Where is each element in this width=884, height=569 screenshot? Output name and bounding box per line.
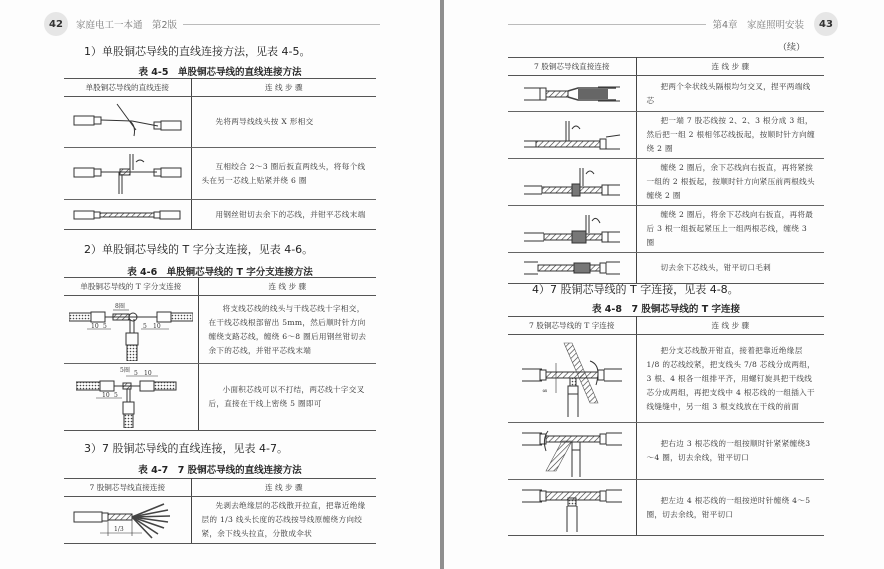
running-head: 第4章 家庭照明安装 bbox=[712, 20, 804, 31]
step-text: 把左边 4 根芯线的一组按逆时针缠绕 4～5 圈，切去余线，钳平切口 bbox=[636, 480, 824, 536]
table-4-7-continued bbox=[508, 57, 824, 284]
svg-text:1/3: 1/3 bbox=[114, 526, 124, 533]
column-header: 连 线 步 骤 bbox=[191, 479, 376, 497]
table-caption: 表 4-5 单股铜芯导线的直线连接方法 bbox=[138, 67, 302, 78]
step-text: 把右边 3 根芯线的一组按顺时针紧紧缠绕3～4 圈，切去余线，钳平切口 bbox=[636, 423, 824, 480]
t-branch-knot-figure bbox=[64, 296, 198, 364]
table-row bbox=[64, 148, 376, 200]
table-row bbox=[508, 159, 824, 206]
table-4-5 bbox=[64, 78, 376, 230]
svg-text:5: 5 bbox=[102, 322, 107, 330]
column-header: 单股铜芯导线的直线连接 bbox=[64, 79, 191, 97]
table-caption: 表 4-7 7 股铜芯导线的直线连接方法 bbox=[138, 465, 302, 476]
section-heading: 3）7 股铜芯导线的直线连接，见表 4-7。 bbox=[84, 442, 288, 455]
step-text: 互相绞合 2～3 圈后扳直两线头，将每个线头在另一芯线上贴紧并绕 6 圈 bbox=[191, 148, 376, 200]
column-header: 连 线 步 骤 bbox=[198, 278, 376, 296]
section-heading: 4）7 股铜芯导线的 T 字连接，见表 4-8。 bbox=[532, 283, 739, 296]
table-row bbox=[508, 206, 824, 253]
table-caption: 表 4-8 7 股铜芯导线的 T 字连接 bbox=[592, 304, 740, 315]
column-header: 连 线 步 骤 bbox=[191, 79, 376, 97]
step-text: 用钢丝钳切去余下的芯线，并钳平芯线末端 bbox=[191, 200, 376, 230]
table-4-8 bbox=[508, 316, 824, 536]
column-header: 单股铜芯导线的 T 字分支连接 bbox=[64, 278, 198, 296]
section-heading: 1）单股铜芯导线的直线连接方法，见表 4-5。 bbox=[84, 45, 311, 58]
svg-text:10: 10 bbox=[143, 370, 152, 377]
twist-bend-figure bbox=[64, 148, 191, 200]
umbrella-strands-figure bbox=[64, 497, 191, 544]
page-number: 42 bbox=[44, 12, 68, 36]
left-page bbox=[0, 0, 440, 569]
section-heading: 2）单股铜芯导线的 T 字分支连接，见表 4-6。 bbox=[84, 243, 314, 256]
x-cross-figure bbox=[64, 97, 191, 148]
step-text: 先剥去绝缘层的芯线散开拉直，把靠近绝缘层的 1/3 线头长度的芯线按导线原缠绕方向绞紧，余下线头拉直，分散成伞状 bbox=[191, 497, 376, 544]
step-text: 缠绕 2 圈后，将余下芯线向右扳直，再将最后 3 根一组扳起紧压上一组两根芯线，缠绕 3 圈 bbox=[636, 206, 824, 253]
wind-group1-figure bbox=[508, 112, 636, 159]
table-row bbox=[508, 480, 824, 536]
svg-text:10: 10 bbox=[90, 322, 99, 330]
step-text: 把两个伞状线头隔根均匀交叉，捏平两端线芯 bbox=[636, 76, 824, 112]
cross-umbrella-figure bbox=[508, 76, 636, 112]
table-caption: 表 4-6 单股铜芯导线的 T 字分支连接方法 bbox=[127, 267, 313, 278]
svg-text:10: 10 bbox=[101, 392, 110, 399]
running-head: 家庭电工一本通 第2版 bbox=[76, 20, 178, 31]
page-number: 43 bbox=[814, 12, 838, 36]
table-row bbox=[64, 497, 376, 544]
continued-label: （续） bbox=[778, 43, 806, 53]
header-rule bbox=[183, 24, 380, 25]
t-split-figure bbox=[508, 335, 636, 423]
step-text: 先将两导线线头按 X 形相交 bbox=[191, 97, 376, 148]
right-page-header bbox=[508, 12, 838, 36]
t-wind-left-figure bbox=[508, 480, 636, 536]
right-page bbox=[444, 0, 884, 569]
step-text: 小面积芯线可以不打结，两芯线十字交叉后，直接在干线上密绕 5 圈即可 bbox=[198, 364, 376, 431]
step-text: 把一端 7 股芯线按 2、2、3 根分成 3 组，然后把一组 2 根相邻芯线扳起，按顺时针方向缠绕 2 圈 bbox=[636, 112, 824, 159]
left-page-header bbox=[44, 12, 380, 36]
table-row bbox=[508, 423, 824, 480]
header-rule bbox=[508, 24, 706, 25]
column-header: 连 线 步 骤 bbox=[636, 58, 824, 76]
svg-text:5: 5 bbox=[142, 322, 147, 330]
svg-text:5圈: 5圈 bbox=[119, 367, 130, 374]
trim-burr-figure bbox=[508, 253, 636, 284]
svg-text:∞: ∞ bbox=[541, 386, 548, 395]
table-row bbox=[64, 364, 376, 431]
step-text: 缠绕 2 圈后，余下芯线向右扳直，再将紧挨一组的 2 根扳起，按顺时针方向紧压前两根线头缠绕 2 圈 bbox=[636, 159, 824, 206]
step-text: 将支线芯线的线头与干线芯线十字相交，在干线芯线根部留出 5mm，然后顺时针方向缠绕支路芯线，缠绕 6～8 圈后用钢丝钳切去余下的芯线，并钳平芯线末端 bbox=[198, 296, 376, 364]
table-4-7 bbox=[64, 478, 376, 544]
table-row bbox=[508, 112, 824, 159]
step-text: 切去余下芯线头，钳平切口毛刺 bbox=[636, 253, 824, 284]
table-row bbox=[64, 296, 376, 364]
wind-group3-figure bbox=[508, 206, 636, 253]
svg-text:5: 5 bbox=[133, 370, 138, 377]
svg-text:10: 10 bbox=[152, 322, 161, 330]
table-row bbox=[508, 335, 824, 423]
svg-text:5: 5 bbox=[113, 392, 118, 399]
column-header: 7 股铜芯导线直接连接 bbox=[508, 58, 636, 76]
table-row bbox=[64, 200, 376, 230]
table-row bbox=[508, 253, 824, 284]
wind-group2-figure bbox=[508, 159, 636, 206]
trim-ends-figure bbox=[64, 200, 191, 230]
column-header: 7 股铜芯导线直接连接 bbox=[64, 479, 191, 497]
t-wind-right-figure bbox=[508, 423, 636, 480]
svg-text:8圈: 8圈 bbox=[114, 302, 125, 310]
step-text: 把分支芯线散开钳直，接着把靠近绝缘层 1/8 的芯线绞紧，把支线头 7/8 芯线分成两组，3 根、4 根各一组排平齐，用螺钉旋具把干线线芯分成两组，再把支线中 4 根芯线的一组插入干线缝缝中，另一组 3 根支线放在干线的前面 bbox=[636, 335, 824, 423]
t-branch-small-figure bbox=[64, 364, 198, 431]
table-row bbox=[64, 97, 376, 148]
column-header: 连 线 步 骤 bbox=[636, 317, 824, 335]
table-4-6 bbox=[64, 277, 376, 431]
column-header: 7 股铜芯导线的 T 字连接 bbox=[508, 317, 636, 335]
table-row bbox=[508, 76, 824, 112]
